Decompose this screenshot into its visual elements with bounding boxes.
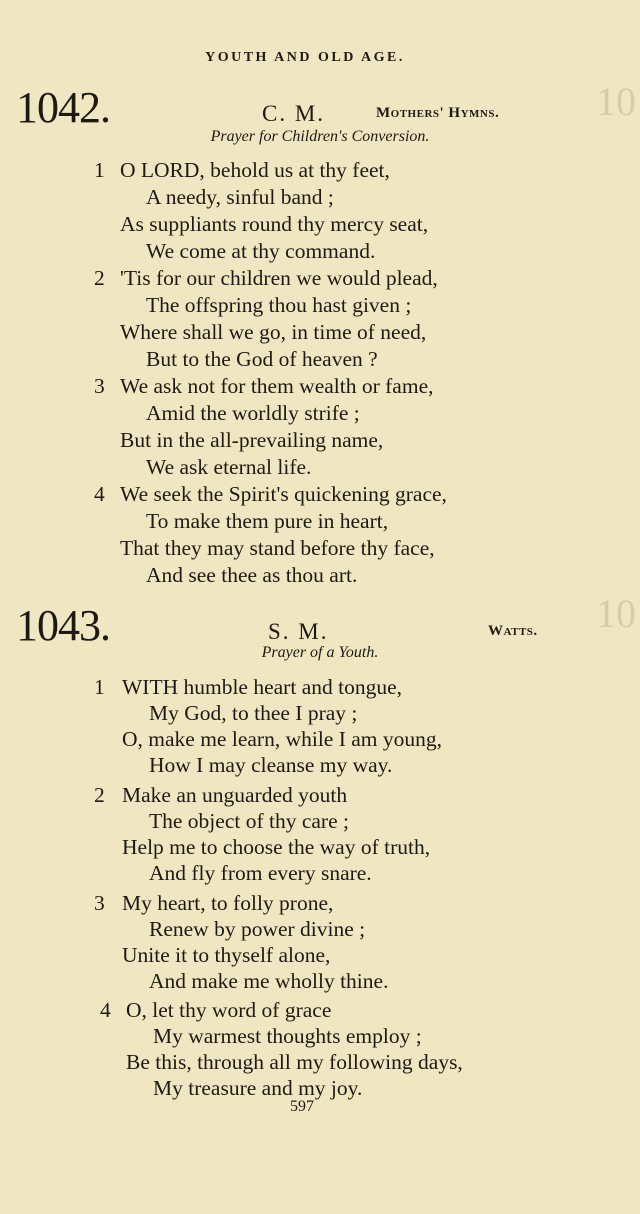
verse-line: We ask not for them wealth or fame, — [120, 374, 434, 398]
verse-line: But in the all-prevailing name, — [120, 428, 384, 452]
verse-number: 2 — [94, 266, 105, 290]
hymn-number: 1043. — [16, 601, 110, 650]
verse-line: WITH humble heart and tongue, — [122, 675, 403, 699]
verse-line: 'Tis for our children we would plead, — [120, 266, 438, 290]
verse-line: Make an unguarded youth — [122, 783, 348, 807]
verse-line: To make them pure in heart, — [146, 509, 389, 533]
verse-line: We ask eternal life. — [146, 455, 312, 479]
verse-number: 1 — [94, 675, 105, 699]
verse-number: 3 — [94, 374, 105, 398]
verse-line: Amid the worldly strife ; — [146, 401, 360, 425]
running-head: YOUTH AND OLD AGE. — [205, 50, 405, 65]
verse-number: 1 — [94, 158, 105, 182]
verse-line: The offspring thou hast given ; — [146, 293, 412, 317]
verse-number: 4 — [100, 998, 111, 1022]
verse-line: And see thee as thou art. — [146, 563, 358, 587]
hymn-subtitle: Prayer of a Youth. — [261, 644, 379, 661]
verse-line: Renew by power divine ; — [149, 917, 366, 941]
verse-line: O, make me learn, while I am young, — [122, 727, 443, 751]
verse-line: O LORD, behold us at thy feet, — [120, 158, 390, 182]
verse-line: And make me wholly thine. — [149, 969, 389, 993]
verse-line: That they may stand before thy face, — [120, 536, 435, 560]
verse-line: The object of thy care ; — [149, 809, 349, 833]
verse-line: O, let thy word of grace — [126, 998, 332, 1022]
verse-line: How I may cleanse my way. — [149, 753, 393, 777]
verse-line: My treasure and my joy. — [153, 1076, 363, 1100]
verse-line: Unite it to thyself alone, — [122, 943, 331, 967]
verse-line: Where shall we go, in time of need, — [120, 320, 427, 344]
verse-number: 2 — [94, 783, 105, 807]
hymn-subtitle: Prayer for Children's Conversion. — [210, 128, 430, 145]
show-through-mark: 10 — [596, 591, 636, 636]
show-through-mark: 10 — [596, 79, 636, 124]
hymn-author: Watts. — [488, 623, 538, 639]
hymn-meter: S. M. — [268, 619, 329, 644]
verse-line: We come at thy command. — [146, 239, 376, 263]
verse-line: We seek the Spirit's quickening grace, — [120, 482, 447, 506]
verse-line: My warmest thoughts employ ; — [153, 1024, 422, 1048]
hymn-author: Mothers' Hymns. — [376, 105, 500, 121]
verse-number: 3 — [94, 891, 105, 915]
page-number: 597 — [290, 1098, 314, 1115]
verse-number: 4 — [94, 482, 105, 506]
hymn-meter: C. M. — [262, 101, 326, 126]
verse-line: Be this, through all my following days, — [126, 1050, 463, 1074]
verse-line: And fly from every snare. — [149, 861, 372, 885]
verse-line: A needy, sinful band ; — [146, 185, 334, 209]
verse-line: My God, to thee I pray ; — [149, 701, 358, 725]
verse-line: Help me to choose the way of truth, — [122, 835, 431, 859]
verse-line: As suppliants round thy mercy seat, — [120, 212, 429, 236]
verse-line: My heart, to folly prone, — [122, 891, 334, 915]
hymn-number: 1042. — [16, 83, 110, 132]
verse-line: But to the God of heaven ? — [146, 347, 378, 371]
